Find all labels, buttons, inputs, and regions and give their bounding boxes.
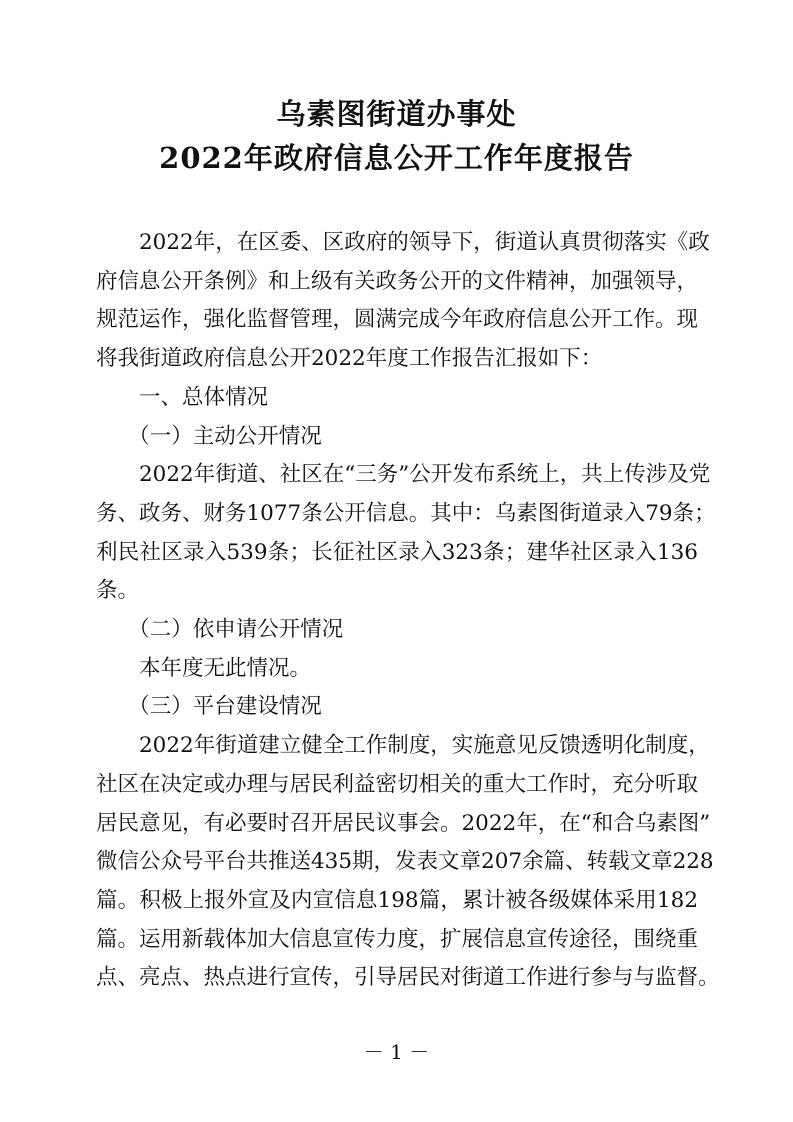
text-line: 务、政务、财务1077条公开信息。其中：乌素图街道录入79条； — [96, 500, 716, 526]
text-line: 点、亮点、热点进行宣传，引导居民对街道工作进行参与与监督。 — [96, 965, 720, 991]
text-line: 将我街道政府信息公开2022年度工作报告汇报如下： — [96, 346, 603, 372]
text-line: 2022年街道建立健全工作制度，实施意见反馈透明化制度， — [96, 733, 710, 759]
section-heading: 一、总体情况 — [96, 384, 269, 410]
text-line: 2022年，在区委、区政府的领导下，街道认真贯彻落实《政 — [96, 230, 710, 255]
text-line: 规范运作，强化监督管理，圆满完成今年政府信息公开工作。现 — [96, 307, 699, 333]
document-title-line-1: 乌素图街道办事处 — [276, 97, 517, 131]
text-line: 府信息公开条例》和上级有关政务公开的文件精神，加强领导， — [96, 268, 699, 294]
document-title-line-2: 2022年政府信息公开工作年度报告 — [159, 141, 634, 175]
section-heading: （二）依申请公开情况 — [96, 617, 344, 642]
text-line: 利民社区录入539条；长征社区录入323条；建华社区录入136 — [96, 539, 698, 565]
text-line: 条。 — [96, 578, 140, 604]
text-line: 篇。积极上报外宣及内宣信息198篇，累计被各级媒体采用182 — [96, 887, 698, 913]
page-number: － 1 － — [363, 1040, 430, 1064]
text-line: 社区在决定或办理与居民利益密切相关的重大工作时，充分听取 — [96, 771, 699, 797]
text-line: 微信公众号平台共推送435期，发表文章207余篇、转载文章228 — [96, 849, 714, 875]
text-line: 居民意见，有必要时召开居民议事会。2022年，在“和合乌素图” — [96, 810, 711, 836]
text-line: 2022年街道、社区在“三务”公开发布系统上，共上传涉及党 — [96, 462, 711, 488]
text-line: 本年度无此情况。 — [96, 655, 312, 681]
section-heading: （一）主动公开情况 — [96, 423, 322, 449]
section-heading: （三）平台建设情况 — [96, 694, 322, 720]
text-line: 篇。运用新载体加大信息宣传力度，扩展信息宣传途径，围绕重 — [96, 926, 699, 952]
